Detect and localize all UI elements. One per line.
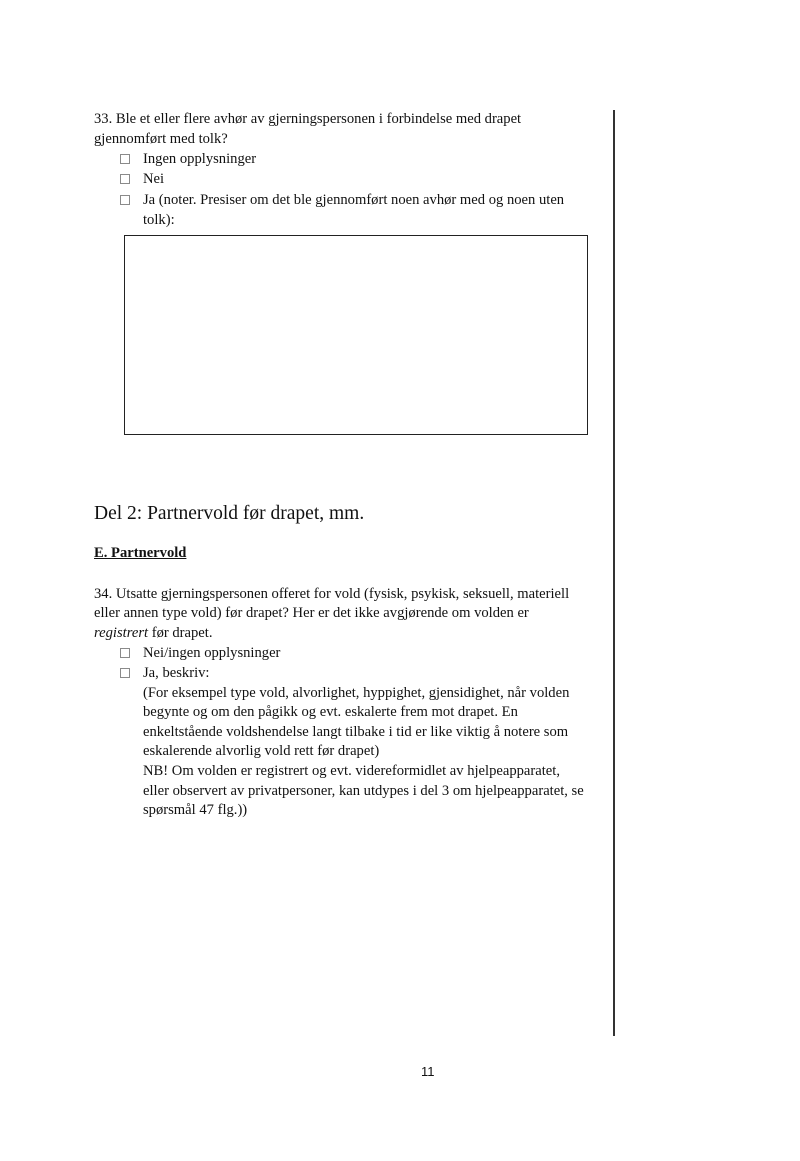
q34-description-line: eller observert av privatpersoner, kan utdypes i del 3 om hjelpeapparatet, se	[143, 783, 584, 799]
q34-question-line3	[94, 623, 213, 643]
q34-registrert-italic: registrert	[94, 625, 149, 641]
part2-heading: Del 2: Partnervold før drapet, mm.	[94, 503, 365, 524]
q34-description-line: begynte og om den pågikk og evt. eskalerte frem mot drapet. En	[143, 704, 518, 720]
q34-description-line: (For eksempel type vold, alvorlighet, hyppighet, gjensidighet, når volden	[143, 685, 570, 701]
page-number: 11	[421, 1064, 435, 1079]
q34-checkbox-nei-ingen[interactable]	[120, 648, 130, 658]
q34-option-nei-ingen: Nei/ingen opplysninger	[143, 645, 281, 661]
q34-checkbox-ja[interactable]	[120, 668, 130, 678]
q34-option-ja: Ja, beskriv:	[143, 665, 210, 681]
margin-line	[613, 110, 615, 1036]
q33-checkbox-ingen-opplysninger[interactable]	[120, 154, 130, 164]
q33-question-line2: gjennomført med tolk?	[94, 131, 228, 147]
q34-description-line: NB! Om volden er registrert og evt. videreformidlet av hjelpeapparatet,	[143, 763, 560, 779]
q34-question-line3-rest: før drapet.	[148, 625, 213, 641]
q34-description-line: eskalerende alvorlig vold rett før drapet)	[143, 743, 380, 759]
q33-option-ja-cont: tolk):	[143, 212, 175, 228]
q33-option-ingen-opplysninger: Ingen opplysninger	[143, 151, 257, 167]
q33-checkbox-nei[interactable]	[120, 174, 130, 184]
q34-question-line2: eller annen type vold) før drapet? Her er det ikke avgjørende om volden er	[94, 605, 529, 621]
q33-checkbox-ja[interactable]	[120, 195, 130, 205]
q34-question-line1: 34. Utsatte gjerningspersonen offeret for vold (fysisk, psykisk, seksuell, materiell	[94, 586, 570, 602]
q33-question-line1: 33. Ble et eller flere avhør av gjerningspersonen i forbindelse med drapet	[94, 111, 522, 127]
q34-description-line: enkeltstående voldshendelse langt tilbake i tid er like viktig å notere som	[143, 724, 569, 740]
q33-answer-box[interactable]	[124, 235, 588, 435]
q33-option-nei: Nei	[143, 171, 165, 187]
section-e-heading: E. Partnervold	[94, 545, 187, 561]
q33-option-ja: Ja (noter. Presiser om det ble gjennomført noen avhør med og noen uten	[143, 192, 565, 208]
q34-description-line: spørsmål 47 flg.))	[143, 802, 248, 818]
